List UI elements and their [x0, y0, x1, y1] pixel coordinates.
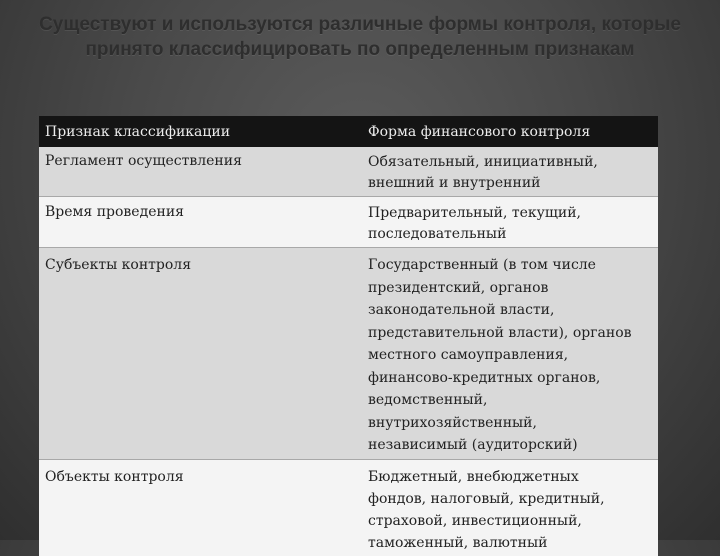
control-form-cell: Бюджетный, внебюджетных фондов, налоговый, кредитный, страховой, инвестиционный, таможенный, валютный	[360, 459, 658, 556]
criterion-cell: Объекты контроля	[39, 459, 360, 556]
control-form-cell: Предварительный, текущий, последовательный	[360, 197, 658, 248]
control-form-cell: Обязательный, инициативный, внешний и внутренний	[368, 154, 598, 191]
control-form-cell: Государственный (в том числе президентский, органов законодательной власти, представительной власти), органов местного самоуправления, финансово-кредитных органов, ведомственный, внутрихозяйственный, независимый (аудиторский)	[360, 248, 658, 460]
criterion-cell: Регламент осуществления	[45, 153, 242, 169]
header-control-form: Форма финансового контроля	[360, 116, 658, 147]
criterion-cell: Субъекты контроля	[39, 248, 360, 460]
criterion-cell: Время проведения	[39, 197, 360, 248]
table-row	[39, 197, 658, 248]
slide-title: Существуют и используются различные формы контроля, которые принято классифицировать по определенным признакам	[39, 14, 681, 60]
header-criterion: Признак классификации	[39, 116, 360, 147]
table-header-row	[39, 116, 658, 147]
classification-table	[39, 116, 658, 556]
table-row	[39, 248, 658, 460]
table-row	[39, 147, 658, 197]
table-row	[39, 459, 658, 556]
